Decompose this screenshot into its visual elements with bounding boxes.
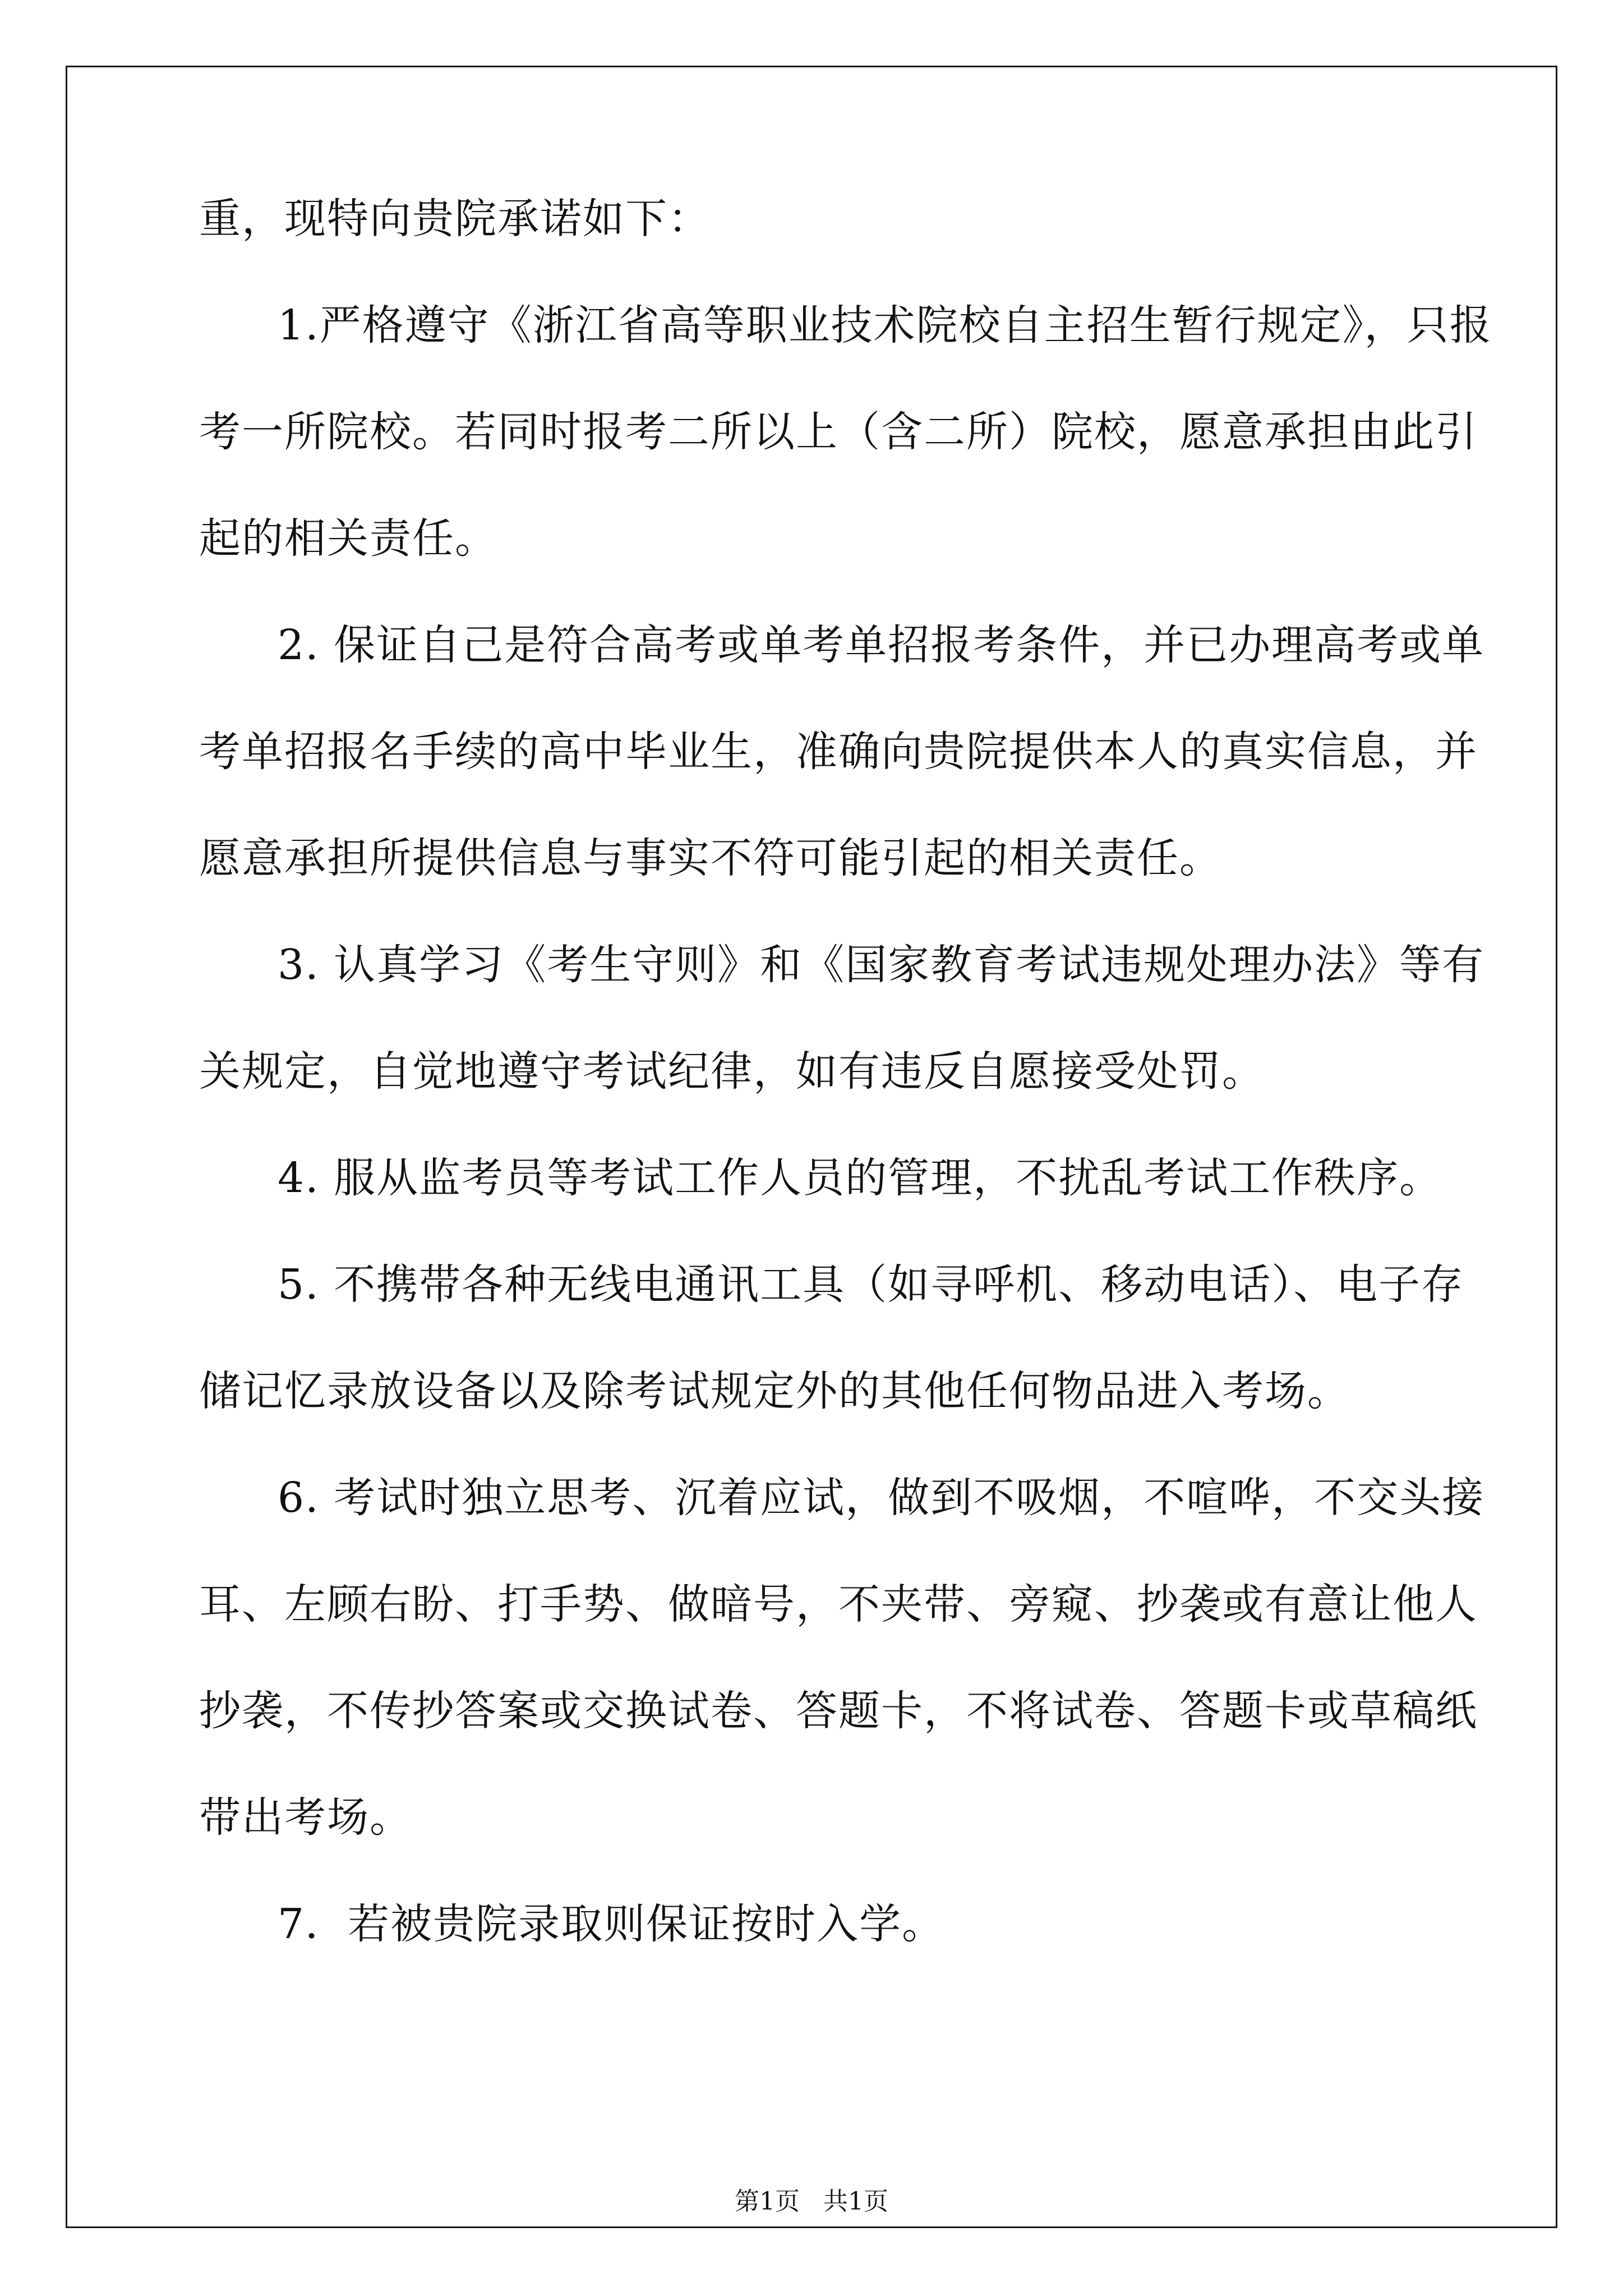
paragraph-line: 6. 考试时独立思考、沉着应试，做到不吸烟，不喧哗，不交头接 [278,1474,1485,1522]
paragraph-line: 5. 不携带各种无线电通讯工具（如寻呼机、移动电话）、电子存 [278,1260,1464,1309]
paragraph-line: 考一所院校。若同时报考二所以上（含二所）院校，愿意承担由此引 [199,408,1478,456]
paragraph-line: 带出考场。 [199,1793,412,1842]
paragraph-line: 耳、左顾右盼、打手势、做暗号，不夹带、旁窥、抄袭或有意让他人 [199,1580,1478,1628]
paragraph-line: 储记忆录放设备以及除考试规定外的其他任何物品进入考场。 [199,1367,1350,1415]
paragraph-line: 关规定，自觉地遵守考试纪律，如有违反自愿接受处罚。 [199,1047,1265,1096]
page-number: 第1页 共1页 [735,2187,888,2216]
paragraph-line: 3. 认真学习《考生守则》和《国家教育考试违规处理办法》等有 [278,941,1485,989]
paragraph-line: 2. 保证自己是符合高考或单考单招报考条件，并已办理高考或单 [278,621,1485,669]
paragraph-line: 4. 服从监考员等考试工作人员的管理，不扰乱考试工作秩序。 [278,1154,1442,1202]
paragraph-line: 考单招报名手续的高中毕业生，准确向贵院提供本人的真实信息，并 [199,728,1478,776]
paragraph-line: 7．若被贵院录取则保证按时入学。 [278,1900,945,1948]
paragraph-line: 重，现特向贵院承诺如下： [199,195,711,243]
paragraph-line: 愿意承担所提供信息与事实不符可能引起的相关责任。 [199,834,1222,882]
paragraph-line: 1.严格遵守《浙江省高等职业技术院校自主招生暂行规定》，只报 [278,301,1492,349]
paragraph-line: 起的相关责任。 [199,514,497,563]
paragraph-line: 抄袭，不传抄答案或交换试卷、答题卡，不将试卷、答题卡或草稿纸 [199,1687,1478,1735]
